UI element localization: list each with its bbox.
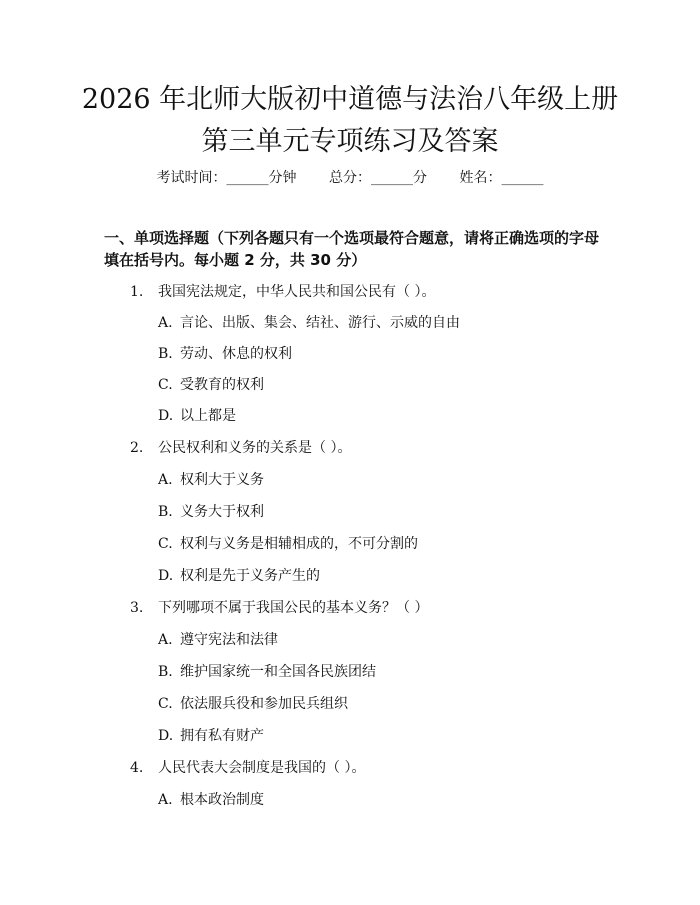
total-score-field: 总分：______分 bbox=[329, 170, 427, 186]
option-letter: C. bbox=[158, 377, 173, 393]
question-number: 2. bbox=[130, 440, 144, 456]
option-letter: B. bbox=[158, 664, 173, 680]
question-number: 3. bbox=[130, 600, 144, 616]
question-number: 1. bbox=[130, 284, 144, 300]
student-name-field: 姓名：______ bbox=[459, 170, 544, 186]
option-letter: D. bbox=[158, 728, 174, 744]
option-text: 权利大于义务 bbox=[180, 472, 264, 488]
document-title-line-2: 第三单元专项练习及答案 bbox=[201, 126, 499, 157]
option-text: 权利与义务是相辅相成的，不可分割的 bbox=[180, 536, 418, 552]
option-letter: C. bbox=[158, 536, 173, 552]
option-text: 受教育的权利 bbox=[180, 377, 264, 393]
question-text: 公民权利和义务的关系是（ ）。 bbox=[158, 440, 352, 456]
option-letter: A. bbox=[158, 792, 173, 808]
option-letter: A. bbox=[158, 632, 173, 648]
option-letter: B. bbox=[158, 346, 173, 362]
option-letter: D. bbox=[158, 568, 174, 584]
option-text: 权利是先于义务产生的 bbox=[180, 568, 320, 584]
option-text: 根本政治制度 bbox=[180, 792, 264, 808]
document-title-line-1: 2026 年北师大版初中道德与法治八年级上册 bbox=[81, 84, 619, 115]
exam-info-row bbox=[0, 168, 700, 188]
question-text: 人民代表大会制度是我国的（ ）。 bbox=[158, 760, 366, 776]
exam-time-field: 考试时间：______分钟 bbox=[156, 170, 297, 186]
question-text: 我国宪法规定，中华人民共和国公民有（ ）。 bbox=[158, 284, 436, 300]
option-text: 以上都是 bbox=[180, 408, 236, 424]
option-letter: A. bbox=[158, 472, 173, 488]
section-heading: 一、单项选择题（下列各题只有一个选项最符合题意，请将正确选项的字母填在括号内。每小题 2 分，共 30 分） bbox=[104, 229, 600, 269]
question-text: 下列哪项不属于我国公民的基本义务？（ ） bbox=[158, 600, 429, 616]
option-letter: B. bbox=[158, 504, 173, 520]
option-text: 拥有私有财产 bbox=[180, 728, 264, 744]
option-text: 依法服兵役和参加民兵组织 bbox=[180, 696, 348, 712]
option-letter: A. bbox=[158, 315, 173, 331]
question-number: 4. bbox=[130, 760, 144, 776]
option-text: 遵守宪法和法律 bbox=[180, 632, 278, 648]
option-text: 义务大于权利 bbox=[180, 504, 264, 520]
option-letter: D. bbox=[158, 408, 174, 424]
option-text: 劳动、休息的权利 bbox=[180, 346, 292, 362]
option-letter: C. bbox=[158, 696, 173, 712]
option-text: 维护国家统一和全国各民族团结 bbox=[180, 664, 376, 680]
option-text: 言论、出版、集会、结社、游行、示威的自由 bbox=[180, 315, 460, 331]
